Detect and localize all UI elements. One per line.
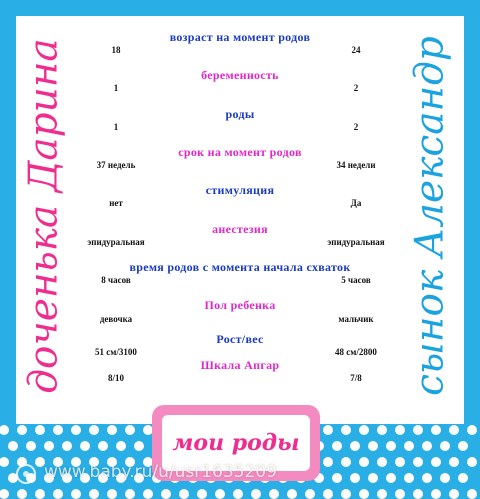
row-heading-sex: Пол ребенка [204,298,276,312]
polka-dot [71,425,81,435]
polka-dot [332,473,342,483]
polka-dot [467,457,477,467]
polka-dot [107,489,117,499]
polka-dot [341,425,351,435]
polka-dot [350,441,360,451]
polka-dot [323,489,333,499]
polka-dot [143,489,153,499]
polka-dot [413,425,423,435]
son-value-pregnancy: 2 [353,83,359,93]
polka-dot [0,457,9,467]
row-heading-stimulation: стимуляция [205,183,275,197]
polka-dot [26,441,36,451]
polka-dot [368,473,378,483]
badge-title: мои роды [172,430,300,456]
polka-dot [323,457,333,467]
row-heading-apgar: Шкала Апгар [200,358,280,372]
son-value-sex: мальчик [338,314,374,324]
polka-dot [0,425,9,435]
polka-dot [458,473,468,483]
daughter-title: доченька Дарина [21,38,67,394]
polka-dot [89,489,99,499]
polka-dot [161,489,171,499]
row-heading-pregnancy: беременность [201,68,279,82]
polka-dot [386,473,396,483]
polka-dot [305,489,315,499]
polka-dot [0,489,9,499]
polka-dot [233,489,243,499]
son-value-term: 34 недели [336,160,376,170]
polka-dot [251,489,261,499]
polka-dot [467,425,477,435]
polka-dot [134,441,144,451]
polka-dot [35,425,45,435]
son-value-anesthesia: эпидуральная [327,237,385,247]
daughter-value-term: 37 недель [96,160,136,170]
polka-dot [80,441,90,451]
polka-dot [404,473,414,483]
polka-dot [287,489,297,499]
polka-dot [449,457,459,467]
polka-dot [215,489,225,499]
polka-dot [377,425,387,435]
polka-dot [341,489,351,499]
polka-dot [422,441,432,451]
daughter-value-stimulation: нет [109,198,123,208]
polka-dot [332,441,342,451]
polka-dot [440,473,450,483]
polka-dot [125,489,135,499]
polka-dot [413,457,423,467]
polka-dot [44,441,54,451]
polka-dot [35,489,45,499]
polka-dot [17,489,27,499]
son-value-stimulation: Да [350,198,362,208]
son-value-births: 2 [353,122,359,132]
polka-dot [125,425,135,435]
row-heading-labor-time: время родов с момента начала схваток [129,260,351,274]
polka-dot [98,441,108,451]
polka-dot [269,489,279,499]
polka-dot [179,489,189,499]
polka-dot [107,425,117,435]
son-value-labor-time: 5 часов [341,275,371,285]
polka-dot [71,489,81,499]
polka-dot [404,441,414,451]
polka-dot [323,425,333,435]
row-heading-age: возраст на момент родов [169,30,311,44]
daughter-value-age: 18 [111,45,121,55]
polka-dot [368,441,378,451]
row-heading-height-weight: Рост/вес [216,332,264,346]
polka-dot [350,473,360,483]
polka-dot [458,441,468,451]
polka-dot [53,425,63,435]
polka-dot [431,489,441,499]
watermark-url: www.baby.ru/u/usr1635209 [44,462,277,482]
polka-dot [377,457,387,467]
polka-dot [377,489,387,499]
son-value-age: 24 [351,45,361,55]
polka-dot [449,425,459,435]
polka-dot [359,457,369,467]
daughter-value-labor-time: 8 часов [101,275,131,285]
son-value-apgar: 7/8 [350,373,362,383]
polka-dot [359,425,369,435]
son-title: сынок Александр [407,36,453,396]
polka-dot [53,489,63,499]
polka-dot [449,489,459,499]
daughter-value-anesthesia: эпидуральная [87,237,145,247]
daughter-value-births: 1 [113,122,119,132]
son-value-height-weight: 48 см/2800 [335,347,377,357]
row-heading-term: срок на момент родов [178,145,302,159]
polka-dot [116,441,126,451]
daughter-value-pregnancy: 1 [113,83,119,93]
row-heading-births: роды [225,107,255,121]
polka-dot [89,425,99,435]
polka-dot [62,441,72,451]
polka-dot [440,441,450,451]
daughter-value-height-weight: 51 см/3100 [95,347,137,357]
polka-dot [395,489,405,499]
baby-logo-icon [14,462,38,486]
polka-dot [431,457,441,467]
polka-dot [467,489,477,499]
daughter-value-apgar: 8/10 [107,373,125,383]
polka-dot [422,473,432,483]
row-heading-anesthesia: анестезия [212,222,268,236]
polka-dot [395,425,405,435]
polka-dot [359,489,369,499]
polka-dot [341,457,351,467]
polka-dot [413,489,423,499]
polka-dot [8,441,18,451]
daughter-value-sex: девочка [99,314,133,324]
polka-dot [395,457,405,467]
polka-dot [431,425,441,435]
polka-dot [197,489,207,499]
polka-dot [386,441,396,451]
polka-dot [17,425,27,435]
